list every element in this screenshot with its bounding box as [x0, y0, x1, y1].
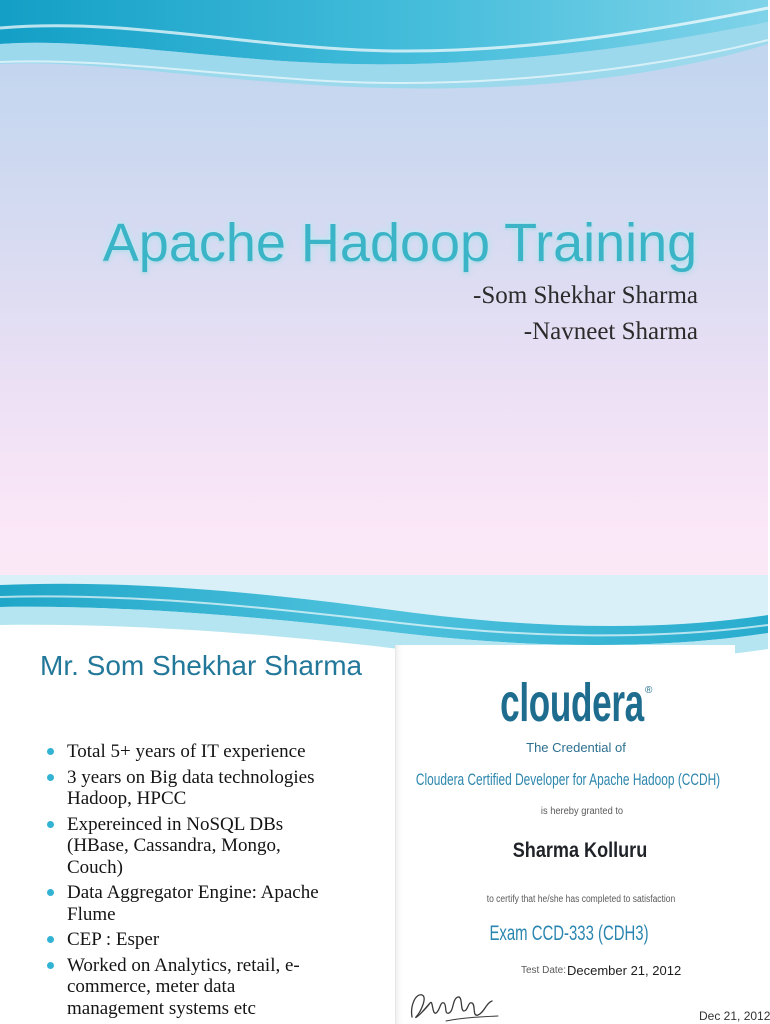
list-item: [47, 741, 329, 763]
certificate-image: [395, 645, 770, 1024]
list-item: [47, 882, 329, 925]
list-item: [47, 814, 329, 879]
disc-bullet-icon: [47, 821, 54, 828]
certificate-statement-text: to certify that he/she has completed to satisfaction: [486, 894, 676, 905]
list-item-text: Total 5+ years of IT experience: [67, 741, 306, 762]
disc-bullet-icon: [47, 962, 54, 969]
presentation-title: Apache Hadoop Training: [102, 213, 698, 273]
signature-image: [406, 987, 506, 1024]
certificate-exam-text: Exam CCD-333 (CDH3): [489, 922, 649, 945]
signature-date: Dec 21, 2012: [699, 1009, 770, 1023]
slide-title: Mr. Som Shekhar Sharma: [40, 650, 363, 681]
list-item-text: CEP : Esper: [67, 929, 160, 950]
list-item: [47, 767, 329, 810]
certificate-granted-text: is hereby granted to: [540, 806, 624, 817]
list-item-text: Worked on Analytics, retail, e-commerce, meter data management systems etc: [67, 954, 300, 1019]
cloudera-logo-text: cloudera: [500, 673, 644, 733]
test-date-label: Test Date:: [521, 965, 567, 976]
disc-bullet-icon: [47, 748, 54, 755]
list-item: [47, 929, 329, 951]
author-name: -Navneet Sharma: [523, 318, 698, 345]
header-wave-decoration: [0, 0, 768, 100]
disc-bullet-icon: [47, 936, 54, 943]
experience-list: [47, 741, 329, 1023]
disc-bullet-icon: [47, 774, 54, 781]
list-item-text: Expereinced in NoSQL DBs (HBase, Cassandra, Mongo, Couch): [67, 813, 284, 878]
certificate-recipient-name: Sharma Kolluru: [512, 839, 648, 862]
registered-mark: ®: [645, 685, 653, 696]
certificate-intro-text: The Credential of: [526, 740, 626, 755]
disc-bullet-icon: [47, 889, 54, 896]
list-item-text: Data Aggregator Engine: Apache Flume: [67, 882, 319, 925]
author-name: -Som Shekhar Sharma: [473, 282, 698, 309]
certificate-credential-text: Cloudera Certified Developer for Apache Hadoop (CCDH): [415, 770, 721, 789]
profile-slide: [0, 575, 768, 1024]
list-item-text: 3 years on Big data technologies Hadoop, HPCC: [67, 766, 315, 809]
list-item: [47, 955, 329, 1020]
test-date-value: December 21, 2012: [567, 963, 682, 978]
